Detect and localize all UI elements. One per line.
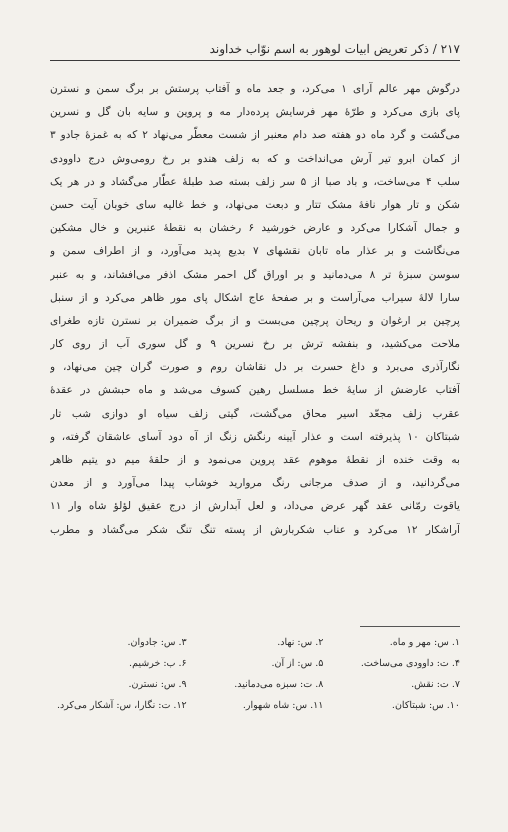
text-line: می‌گشت و گرد ماه دو هفته صد دام معنبر از شست معطّر می‌نهاد ۲ که به غمزهٔ جادو ۳ bbox=[50, 129, 460, 142]
footnote: ۴. ت: داوودی می‌ساخت. bbox=[360, 658, 460, 669]
footnote: ۲. س: نهاد. bbox=[277, 637, 324, 648]
footnote: ۱۰. س: شبتاکان. bbox=[391, 700, 460, 711]
text-line: نگارآذری می‌برد و داغ حسرت بر دل نقاشان روم و صورت گران چین می‌نهاد، و bbox=[50, 361, 460, 374]
footnote: ۱. س: مهر و ماه. bbox=[389, 637, 460, 648]
footnote: ۸. ت: سبزه می‌دمانید. bbox=[234, 679, 324, 690]
text-line: ملاحت می‌کشید، و بنفشه ترش بر رخ نسرین ۹ و گل سوری آب از روی کار bbox=[50, 338, 460, 351]
text-line: پای بازی می‌کرد و طرّهٔ مهر فرسایش پرده‌دار مه و پروین و سایه بان گل و نسرین bbox=[50, 106, 460, 119]
footnote-row bbox=[50, 632, 460, 653]
footnote: ۷. ت: نقش. bbox=[411, 679, 460, 690]
text-line: پرچین بر ارغوان و ریحان پرچین می‌بست و از برگ ضمیران بر نسترن تازه طغرای bbox=[50, 314, 460, 327]
footnote: ۹. س: نسترن. bbox=[128, 679, 187, 690]
text-line: سوسن سبزهٔ تر ۸ می‌دمانید و بر اوراق گل احمر مشک اذفر می‌افشاند، و به عنبر bbox=[50, 268, 460, 281]
footnote: ۵. س: از آن. bbox=[271, 658, 324, 669]
text-line: از کمان ابرو تیر آرش می‌انداخت و که به زلف هندو بر رخ رومی‌وش درج داوودی bbox=[50, 152, 460, 165]
text-line: می‌گردانید، و از صدف مرجانی رنگ مروارید خوشاب پیدا می‌آورد و از معدن bbox=[50, 477, 460, 490]
footnote-rule bbox=[360, 626, 460, 627]
text-line: سارا لالهٔ سیراب می‌آراست و بر صفحهٔ عاج اشکال پای مور ظاهر می‌کرد و از سنبل bbox=[50, 291, 460, 304]
footnote-row bbox=[50, 695, 460, 716]
running-header: ۲۱۷ / ذکر تعریض ابیات لوهور به اسم نوّاب خداوند bbox=[209, 42, 460, 56]
text-line: آراشکار ۱۲ می‌کرد و عناب شکربارش از پسته تنگ تنگ شکر می‌گشاد و مطرب bbox=[50, 523, 460, 536]
text-line: شکن و تار هوار نافهٔ مشک تتار و دبعت می‌نهاد، و خط غالیه سای خوبان آیت حسن bbox=[50, 198, 460, 211]
text-line: درگوش مهر عالم آرای ۱ می‌کرد، و جعد ماه و آفتاب پرستش بر برگ سمن و نسترن bbox=[50, 83, 460, 95]
text-line: به وقت خنده از نقطهٔ موهوم عقد پروین می‌نمود و از حلقهٔ میم دو یتیم ظاهر bbox=[50, 454, 460, 466]
footnote: ۱۲. ت: نگارا، س: آشکار می‌کرد. bbox=[56, 700, 187, 711]
footnote: ۶. ب: خرشیم. bbox=[129, 658, 187, 669]
text-line: می‌نگاشت و بر عذار ماه تابان نقشهای ۷ بدیع پدید می‌آورد، و از اطراف سمن و bbox=[50, 245, 460, 258]
footnote-row bbox=[50, 653, 460, 674]
header-rule bbox=[50, 60, 460, 61]
text-line: یاقوت رمّانی عقد گهر عرض می‌داد، و لعل آبدارش از درج عقیق لؤلؤ شاه وار ۱۱ bbox=[50, 500, 460, 513]
footnote: ۳. س: جادوان. bbox=[127, 637, 187, 648]
footnotes bbox=[50, 632, 460, 716]
text-line: عقرب زلف مجعّد اسیر محاق می‌گشت، گیتی زلف سیاه او دوازی شب تار bbox=[50, 407, 460, 420]
text-line: سلب ۴ می‌ساخت، و باد صبا از ۵ سر زلف بسته صد طبلهٔ عطّار می‌گشاد و در هر یک bbox=[50, 175, 460, 188]
text-line: و جمال آشکارا می‌کرد و عارض خورشید ۶ رخشان به نقطهٔ عنبرین و خال مشکین bbox=[50, 222, 460, 235]
text-line: آفتاب عارضش از سایهٔ خط مسلسل رهین کسوف می‌شد و ماه حبشش در عقدهٔ bbox=[50, 384, 460, 397]
text-line: شبتاکان ۱۰ پذیرفته است و عذار آیینه رنگش زنگ از آه دود آسای عاشقان گرفته، و bbox=[50, 430, 460, 443]
main-text bbox=[50, 78, 460, 542]
footnote-row bbox=[50, 674, 460, 695]
footnote: ۱۱. س: شاه شهوار. bbox=[242, 700, 324, 711]
